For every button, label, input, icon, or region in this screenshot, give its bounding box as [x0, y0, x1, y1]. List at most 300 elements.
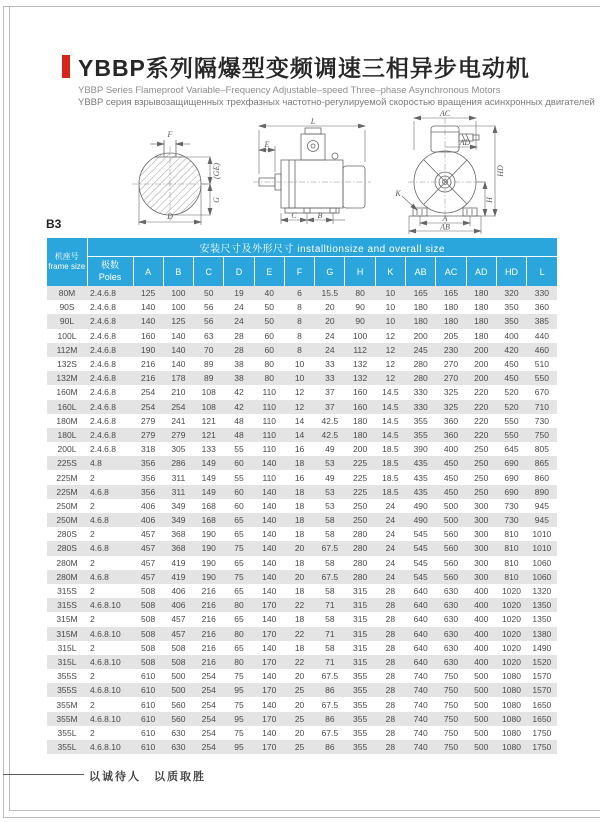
dim-value-cell: 280	[413, 373, 428, 384]
frame-size-cell: 315M	[56, 614, 78, 625]
dim-value-cell: 15.5	[321, 288, 339, 299]
dim-value-cell: 610	[141, 742, 156, 753]
subtitle-english: YBBP Series Flameproof Variable–Frequency Adjustable–speed Three–phase Asynchronous Motors	[78, 85, 501, 96]
poles-cell: 4.6.8.10	[90, 685, 121, 696]
dim-value-cell: 8	[297, 344, 302, 355]
dim-value-cell: 18	[294, 529, 305, 540]
dim-value-cell: 170	[262, 656, 277, 667]
dim-value-cell: 325	[443, 401, 459, 412]
dim-value-cell: 270	[443, 373, 459, 384]
dim-value-cell: 22	[294, 656, 305, 667]
table-row	[47, 598, 557, 612]
dim-value-cell: 18	[294, 614, 305, 625]
dim-value-cell: 315	[353, 614, 368, 625]
dim-value-cell: 180	[413, 302, 428, 313]
dim-value-cell: 500	[474, 699, 489, 710]
dim-value-cell: 450	[504, 359, 519, 370]
dim-value-cell: 560	[443, 557, 459, 568]
dim-letter-header: E	[254, 257, 284, 287]
dim-value-cell: 10	[385, 302, 396, 313]
dim-value-cell: 140	[171, 330, 186, 341]
dim-value-cell: 108	[201, 387, 216, 398]
frame-size-cell: 90S	[59, 302, 75, 313]
dim-value-cell: 58	[325, 557, 335, 568]
dim-value-cell: 890	[534, 486, 549, 497]
dim-value-cell: 19	[234, 288, 244, 299]
dim-value-cell: 630	[443, 628, 459, 639]
frame-size-header	[47, 238, 87, 286]
dim-value-cell: 140	[262, 699, 277, 710]
dim-value-cell: 550	[534, 373, 549, 384]
dim-value-cell: 355	[353, 713, 368, 724]
dim-letter-header: G	[315, 257, 345, 287]
frame-size-cell: 225S	[57, 458, 77, 469]
dim-value-cell: 1750	[532, 727, 552, 738]
dim-value-cell: 178	[171, 373, 186, 384]
dim-value-cell: 690	[504, 486, 519, 497]
dim-value-cell: 280	[353, 529, 368, 540]
poles-cell: 2	[90, 727, 95, 738]
dim-value-cell: 168	[201, 515, 216, 526]
dim-letter-header: AB	[406, 257, 436, 287]
table-row	[47, 314, 557, 328]
dim-value-cell: 280	[413, 359, 428, 370]
dim-value-cell: 610	[141, 727, 156, 738]
dim-value-cell: 355	[413, 429, 428, 440]
page-border-bottom-outer	[3, 817, 600, 818]
table-row	[47, 726, 557, 740]
dim-value-cell: 640	[413, 642, 428, 653]
dim-value-cell: 360	[443, 429, 459, 440]
dim-value-cell: 1080	[502, 713, 521, 724]
dim-value-cell: 280	[353, 543, 368, 554]
dim-value-cell: 18	[294, 500, 305, 511]
dim-letter-header: AD	[466, 257, 496, 287]
dim-value-cell: 645	[504, 444, 519, 455]
dim-value-cell: 16	[294, 472, 305, 483]
dim-value-cell: 610	[141, 713, 156, 724]
frame-size-cell: 315S	[57, 600, 77, 611]
dim-value-cell: 355	[353, 671, 368, 682]
dim-value-cell: 500	[171, 671, 186, 682]
dim-value-cell: 945	[534, 515, 549, 526]
frame-size-cell: 280M	[56, 571, 78, 582]
dim-label-hd: HD	[496, 165, 505, 177]
dim-value-cell: 50	[264, 316, 274, 327]
dim-value-cell: 53	[325, 458, 335, 469]
dim-value-cell: 500	[443, 515, 459, 526]
dim-value-cell: 1080	[502, 727, 521, 738]
dim-value-cell: 205	[443, 330, 459, 341]
dim-value-cell: 25	[294, 685, 305, 696]
dim-label-ge: (GE)	[212, 163, 221, 179]
dim-value-cell: 58	[325, 614, 335, 625]
dim-value-cell: 254	[201, 671, 216, 682]
page-border-left-inner	[9, 6, 10, 810]
dim-value-cell: 1080	[502, 671, 521, 682]
dim-value-cell: 216	[201, 614, 216, 625]
dim-value-cell: 20	[294, 727, 305, 738]
dim-label-h: H	[485, 197, 494, 203]
table-row	[47, 541, 557, 555]
dim-value-cell: 22	[294, 600, 305, 611]
frame-size-cell: 160M	[56, 387, 78, 398]
dim-value-cell: 22	[294, 628, 305, 639]
dim-value-cell: 180	[474, 302, 489, 313]
dim-value-cell: 520	[504, 387, 519, 398]
table-row	[47, 300, 557, 314]
dim-value-cell: 350	[504, 302, 519, 313]
dim-value-cell: 315	[353, 642, 368, 653]
dim-value-cell: 28	[385, 742, 396, 753]
poles-cell: 2	[90, 472, 95, 483]
dim-value-cell: 12	[385, 359, 396, 370]
dim-value-cell: 140	[262, 671, 277, 682]
dim-value-cell: 95	[234, 685, 244, 696]
dim-value-cell: 216	[201, 586, 216, 597]
dim-value-cell: 133	[201, 444, 216, 455]
dim-value-cell: 24	[385, 515, 396, 526]
dim-value-cell: 80	[264, 373, 274, 384]
dim-value-cell: 279	[141, 415, 156, 426]
dim-value-cell: 1010	[532, 529, 552, 540]
dim-value-cell: 125	[171, 316, 186, 327]
dim-label-d: D	[167, 212, 173, 221]
dim-value-cell: 406	[171, 586, 186, 597]
dim-value-cell: 630	[443, 600, 459, 611]
table-row	[47, 627, 557, 641]
dim-value-cell: 400	[504, 330, 519, 341]
dim-value-cell: 190	[201, 571, 216, 582]
dim-value-cell: 90	[355, 316, 365, 327]
dim-value-cell: 254	[141, 387, 156, 398]
dim-letter-header: L	[527, 257, 557, 287]
dim-value-cell: 112	[353, 344, 367, 355]
dim-value-cell: 1060	[532, 557, 552, 568]
table-row	[47, 712, 557, 726]
dim-value-cell: 216	[201, 642, 216, 653]
dim-value-cell: 220	[474, 415, 489, 426]
dim-value-cell: 690	[504, 472, 519, 483]
dim-value-cell: 400	[474, 586, 489, 597]
dim-value-cell: 286	[171, 458, 186, 469]
dim-value-cell: 12	[294, 401, 305, 412]
dim-value-cell: 80	[234, 656, 244, 667]
poles-cell: 4.6.8	[90, 543, 109, 554]
table-row	[47, 371, 557, 385]
dim-value-cell: 250	[474, 472, 489, 483]
dim-value-cell: 90	[355, 302, 365, 313]
dim-value-cell: 508	[141, 656, 156, 667]
dim-value-cell: 690	[504, 458, 519, 469]
dim-value-cell: 24	[385, 571, 396, 582]
dim-value-cell: 190	[201, 557, 216, 568]
dim-label-e: E	[264, 140, 270, 149]
dim-value-cell: 28	[385, 713, 396, 724]
side-view-drawing	[243, 116, 378, 228]
dim-value-cell: 53	[325, 500, 335, 511]
dim-value-cell: 200	[474, 359, 489, 370]
dim-value-cell: 160	[141, 330, 156, 341]
table-row	[47, 556, 557, 570]
dim-value-cell: 75	[234, 699, 244, 710]
dim-value-cell: 25	[294, 713, 305, 724]
dim-value-cell: 349	[171, 500, 186, 511]
dim-value-cell: 300	[474, 515, 489, 526]
dim-value-cell: 42	[234, 401, 244, 412]
dim-value-cell: 1020	[502, 656, 521, 667]
dim-value-cell: 33	[325, 373, 335, 384]
dim-value-cell: 545	[413, 529, 428, 540]
dim-value-cell: 149	[201, 472, 216, 483]
dim-value-cell: 750	[443, 713, 459, 724]
dim-value-cell: 190	[201, 529, 216, 540]
poles-cell: 4.6.8	[90, 486, 109, 497]
dim-value-cell: 406	[171, 600, 186, 611]
dim-value-cell: 560	[443, 571, 459, 582]
dim-value-cell: 545	[413, 557, 428, 568]
dim-value-cell: 750	[443, 699, 459, 710]
table-row	[47, 584, 557, 598]
dim-value-cell: 20	[294, 671, 305, 682]
dim-value-cell: 160	[353, 401, 368, 412]
dim-value-cell: 20	[294, 571, 305, 582]
dim-value-cell: 28	[385, 600, 396, 611]
dim-value-cell: 121	[201, 415, 216, 426]
dim-value-cell: 67.5	[321, 543, 339, 554]
dim-value-cell: 500	[474, 713, 489, 724]
poles-cell: 4.6.8.10	[90, 742, 121, 753]
table-body	[47, 286, 557, 754]
dim-value-cell: 508	[171, 656, 186, 667]
frame-size-cell: 355M	[56, 713, 78, 724]
dim-value-cell: 400	[443, 444, 459, 455]
table-row	[47, 329, 557, 343]
dim-value-cell: 110	[262, 387, 277, 398]
red-accent-bar	[62, 55, 70, 78]
dim-label-k: K	[395, 189, 401, 198]
dim-value-cell: 355	[353, 685, 368, 696]
table-row	[47, 414, 557, 428]
dim-value-cell: 457	[141, 557, 156, 568]
dim-value-cell: 60	[264, 344, 274, 355]
dim-value-cell: 300	[474, 529, 489, 540]
dim-value-cell: 95	[234, 742, 244, 753]
dim-value-cell: 180	[474, 330, 489, 341]
dim-value-cell: 508	[141, 586, 156, 597]
dim-value-cell: 18	[294, 458, 305, 469]
frame-size-cell: 90L	[59, 316, 75, 327]
dim-value-cell: 610	[141, 671, 156, 682]
dim-value-cell: 40	[264, 288, 274, 299]
dim-value-cell: 450	[504, 373, 519, 384]
poles-cell: 4.6.8.10	[90, 656, 121, 667]
dim-value-cell: 300	[474, 500, 489, 511]
dim-value-cell: 140	[262, 500, 277, 511]
dim-value-cell: 945	[534, 500, 549, 511]
mounting-code-label: B3	[46, 217, 62, 231]
dim-value-cell: 14	[294, 415, 305, 426]
dim-value-cell: 520	[504, 401, 519, 412]
dim-value-cell: 28	[234, 330, 244, 341]
dim-value-cell: 140	[141, 302, 156, 313]
dim-value-cell: 220	[474, 429, 489, 440]
dim-value-cell: 254	[141, 401, 156, 412]
dim-value-cell: 18	[294, 586, 305, 597]
dim-value-cell: 8	[297, 302, 302, 313]
dim-value-cell: 630	[171, 727, 186, 738]
dim-value-cell: 305	[171, 444, 186, 455]
dim-value-cell: 730	[534, 415, 549, 426]
dim-value-cell: 355	[353, 727, 368, 738]
poles-cell: 4.6.8.10	[90, 628, 121, 639]
dim-label-a: A	[442, 214, 448, 223]
dim-value-cell: 356	[141, 486, 156, 497]
dim-value-cell: 86	[325, 713, 335, 724]
dim-value-cell: 140	[262, 486, 277, 497]
dim-value-cell: 18	[294, 486, 305, 497]
dim-value-cell: 125	[141, 288, 156, 299]
dim-value-cell: 56	[203, 316, 214, 327]
dim-value-cell: 37	[325, 387, 335, 398]
dim-value-cell: 385	[534, 316, 549, 327]
dim-value-cell: 110	[262, 401, 277, 412]
dim-value-cell: 65	[234, 614, 244, 625]
dim-value-cell: 640	[413, 614, 428, 625]
poles-cell: 4.6.8	[90, 571, 109, 582]
dim-value-cell: 132	[353, 373, 368, 384]
table-row	[47, 612, 557, 626]
dim-value-cell: 1080	[502, 742, 521, 753]
dim-value-cell: 1350	[532, 600, 552, 611]
dim-value-cell: 160	[353, 387, 368, 398]
dim-value-cell: 640	[413, 600, 428, 611]
dim-value-cell: 250	[353, 515, 368, 526]
frame-size-cell: 80M	[58, 288, 76, 299]
dim-value-cell: 550	[504, 429, 519, 440]
table-row	[47, 655, 557, 669]
frame-size-cell: 250M	[56, 515, 78, 526]
table-row	[47, 499, 557, 513]
frame-size-cell: 225M	[56, 486, 78, 497]
dim-value-cell: 435	[413, 472, 428, 483]
dim-value-cell: 18.5	[382, 486, 399, 497]
dim-value-cell: 508	[171, 642, 186, 653]
dim-value-cell: 400	[474, 642, 489, 653]
dim-value-cell: 279	[171, 429, 186, 440]
dim-letter-header: C	[194, 257, 224, 287]
install-size-group-header: 安装尺寸及外形尺寸 installtionsize and overall size	[87, 238, 557, 257]
dim-label-c: C	[291, 211, 297, 220]
poles-cell: 4.6.8.10	[90, 713, 121, 724]
dim-value-cell: 810	[504, 543, 519, 554]
dim-letter-header: B	[163, 257, 193, 287]
dim-value-cell: 37	[325, 401, 335, 412]
dim-value-cell: 24	[385, 557, 396, 568]
dim-value-cell: 18	[294, 515, 305, 526]
table-row	[47, 740, 557, 754]
dim-value-cell: 200	[474, 344, 489, 355]
dim-value-cell: 28	[385, 727, 396, 738]
dim-value-cell: 10	[385, 288, 396, 299]
table-row	[47, 428, 557, 442]
table-row	[47, 286, 557, 300]
dim-value-cell: 60	[264, 330, 274, 341]
dim-value-cell: 610	[141, 699, 156, 710]
dim-value-cell: 810	[504, 529, 519, 540]
poles-cell: 2.4.6.8	[90, 401, 116, 412]
dim-value-cell: 810	[504, 571, 519, 582]
dim-value-cell: 16	[294, 444, 305, 455]
dim-value-cell: 420	[504, 344, 519, 355]
dim-value-cell: 75	[234, 727, 244, 738]
dim-value-cell: 300	[474, 571, 489, 582]
dim-value-cell: 355	[353, 742, 368, 753]
dim-value-cell: 42.5	[321, 429, 339, 440]
frame-size-header-en: frame size	[48, 262, 86, 271]
dim-value-cell: 28	[385, 642, 396, 653]
dim-value-cell: 58	[325, 642, 335, 653]
poles-header-en: Poles	[98, 271, 122, 282]
dim-value-cell: 330	[413, 387, 428, 398]
dim-value-cell: 121	[201, 429, 216, 440]
dim-value-cell: 10	[294, 359, 305, 370]
table-row	[47, 400, 557, 414]
dim-value-cell: 254	[201, 685, 216, 696]
dim-value-cell: 8	[297, 316, 302, 327]
dim-label-l: L	[310, 117, 316, 126]
poles-cell: 2	[90, 699, 95, 710]
dim-value-cell: 400	[474, 614, 489, 625]
dim-value-cell: 1020	[502, 628, 521, 639]
dim-value-cell: 740	[413, 713, 428, 724]
dim-value-cell: 640	[413, 656, 428, 667]
dim-value-cell: 740	[413, 685, 428, 696]
dim-value-cell: 500	[474, 742, 489, 753]
dim-value-cell: 250	[474, 444, 489, 455]
poles-cell: 2.4.6.8	[90, 387, 116, 398]
dim-value-cell: 241	[171, 415, 186, 426]
dimension-table	[47, 238, 557, 754]
dim-value-cell: 18	[294, 642, 305, 653]
dim-value-cell: 450	[443, 458, 459, 469]
dim-value-cell: 67.5	[321, 671, 339, 682]
dim-value-cell: 180	[443, 302, 459, 313]
dim-value-cell: 25	[294, 742, 305, 753]
poles-cell: 2.4.6.8	[90, 288, 116, 299]
dim-value-cell: 24	[385, 543, 396, 554]
dim-value-cell: 355	[413, 415, 428, 426]
dim-letter-header: H	[345, 257, 375, 287]
dim-value-cell: 325	[443, 387, 459, 398]
dim-value-cell: 20	[294, 699, 305, 710]
frame-size-cell: 355L	[57, 742, 77, 753]
frame-size-cell: 315M	[56, 628, 78, 639]
dim-value-cell: 149	[201, 486, 216, 497]
table-row	[47, 385, 557, 399]
dim-value-cell: 140	[262, 614, 277, 625]
dim-value-cell: 545	[413, 571, 428, 582]
poles-cell: 2.4.6.8	[90, 415, 116, 426]
poles-cell: 2	[90, 500, 95, 511]
dim-letter-header: F	[284, 257, 314, 287]
dim-value-cell: 750	[534, 429, 549, 440]
dim-value-cell: 190	[141, 344, 156, 355]
dim-value-cell: 20	[325, 302, 335, 313]
dim-value-cell: 48	[234, 429, 244, 440]
poles-cell: 4.6.8	[90, 515, 109, 526]
dim-value-cell: 53	[325, 486, 335, 497]
